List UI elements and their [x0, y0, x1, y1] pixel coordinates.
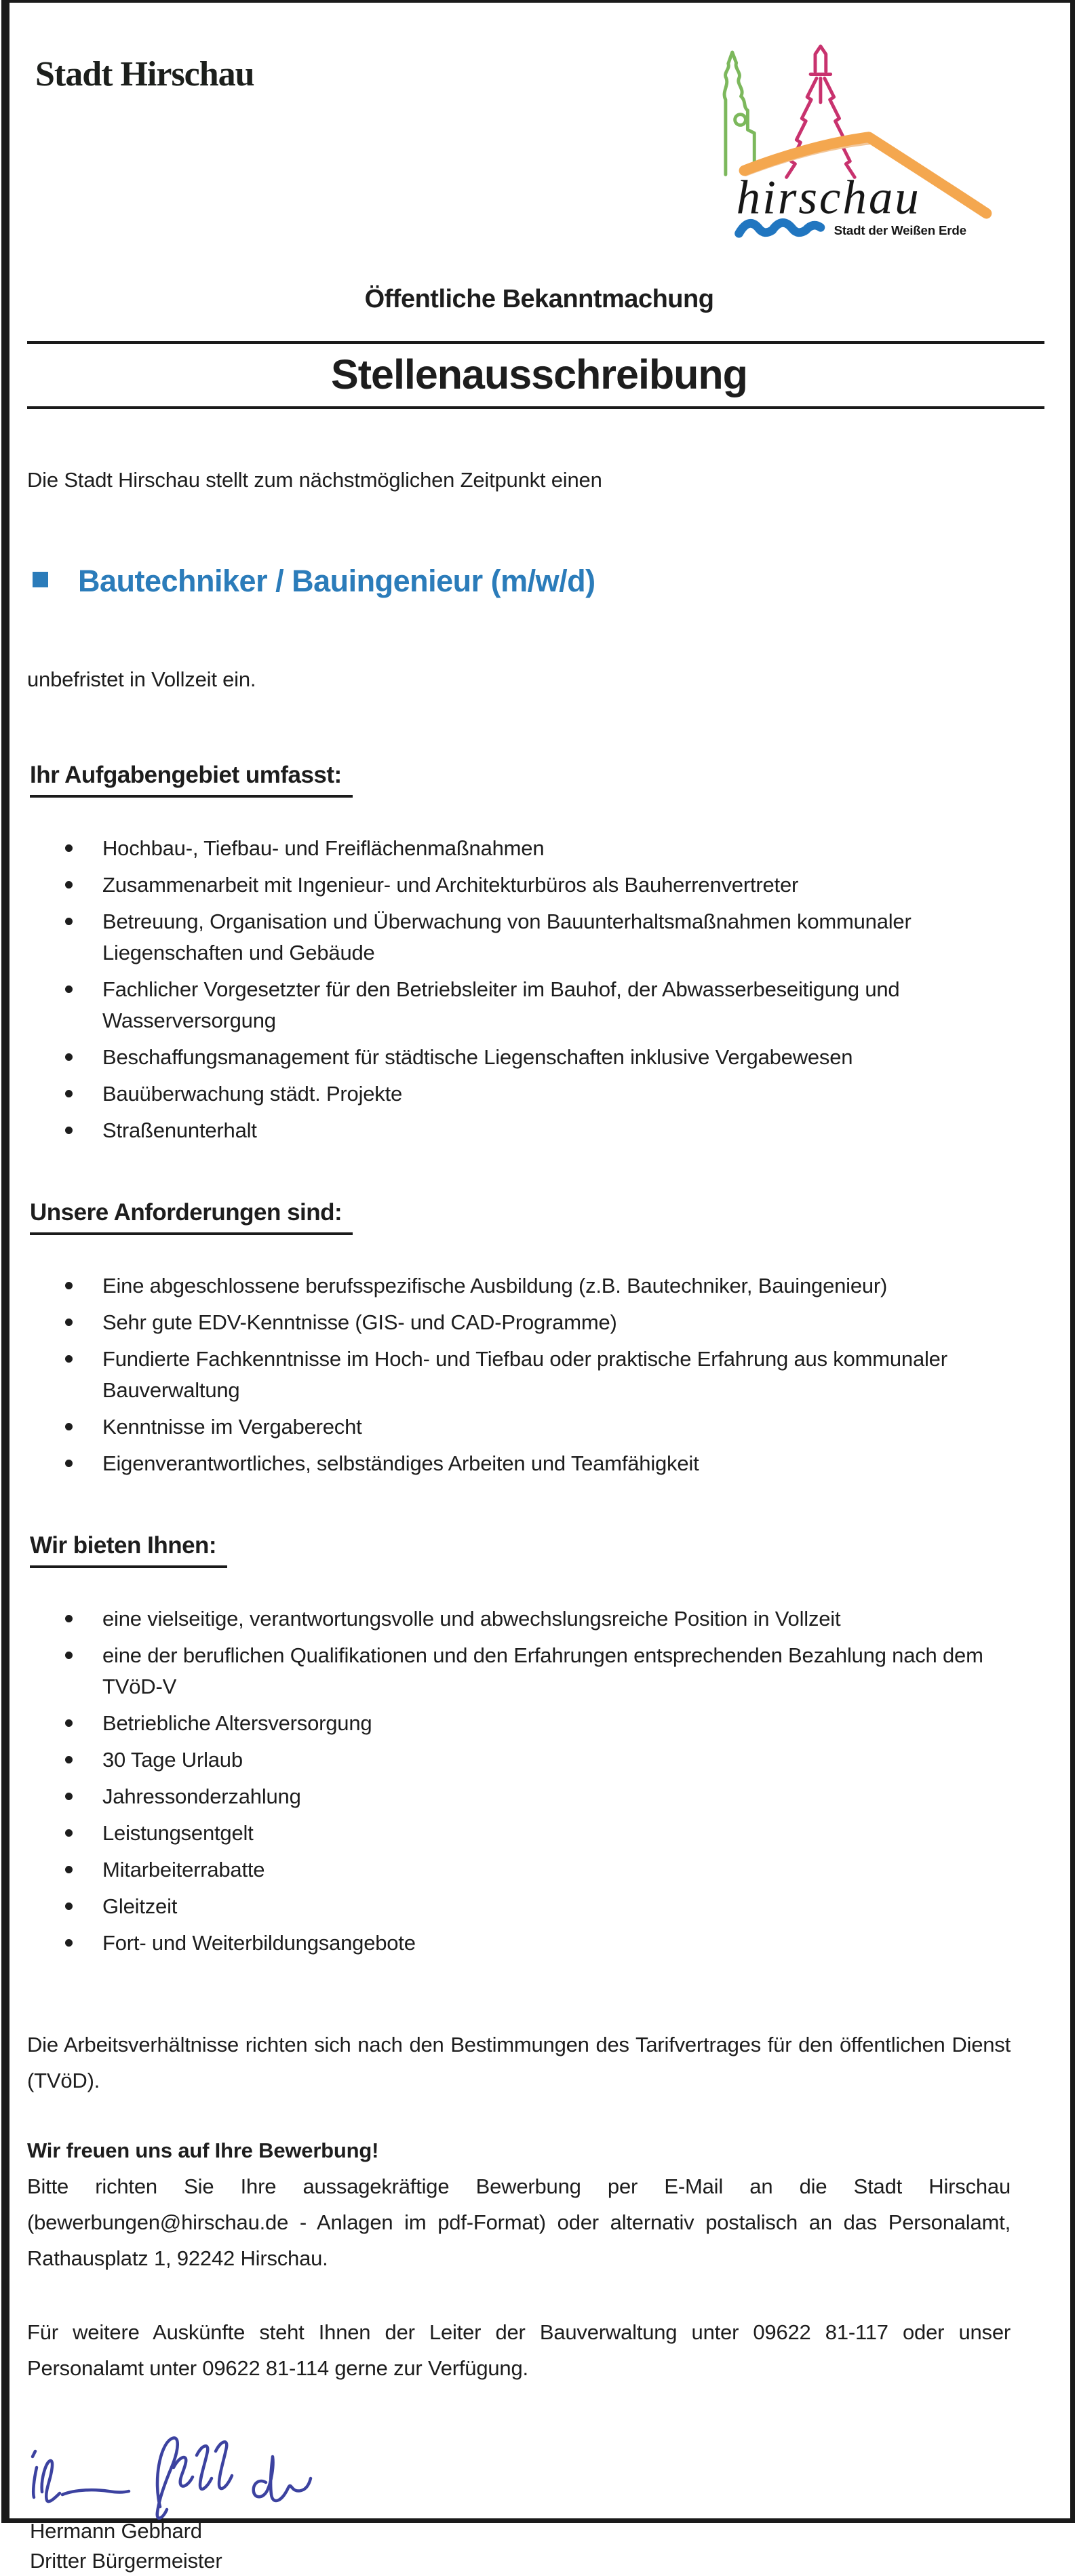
page-content — [9, 3, 1070, 2573]
tariff-note: Die Arbeitsverhältnisse richten sich nach den Bestimmungen des Tarifvertrages für den öffentlichen Dienst (TVöD). — [27, 2033, 1011, 2092]
job-title-row — [27, 564, 1011, 599]
section-heading: Wir bieten Ihnen: — [30, 1532, 227, 1568]
list-item — [27, 870, 1011, 901]
list-item-text: Gleitzeit — [102, 1894, 178, 1918]
list-item-text: Zusammenarbeit mit Ingenieur- und Architekturbüros als Bauherrenvertreter — [102, 873, 799, 897]
list-item — [27, 1344, 1011, 1406]
aufgaben-list — [27, 833, 1011, 1146]
page-title: Stellenausschreibung — [331, 351, 747, 397]
list-item — [27, 1115, 1011, 1146]
list-item-text: Fachlicher Vorgesetzter für den Betriebsleiter im Bauhof, der Abwasserbeseitigung und Wasserversorgung — [102, 977, 900, 1032]
logo-tagline: Stadt der Weißen Erde — [834, 223, 966, 238]
signature-ink-icon — [33, 2438, 311, 2518]
section-heading: Ihr Aufgabengebiet umfasst: — [30, 762, 353, 798]
bullet-icon — [65, 1615, 73, 1622]
list-item-text: eine vielseitige, verantwortungsvolle und abwechslungsreiche Position in Vollzeit — [102, 1607, 841, 1631]
application-note: Bitte richten Sie Ihre aussagekräftige Bewerbung per E-Mail an die Stadt Hirschau (bewerbungen@hirschau.de - Anlagen im pdf-Format) oder alternativ postalisch an das Personalamt, Rathausplatz 1, 92242 Hirschau. — [27, 2174, 1011, 2270]
job-title: Bautechniker / Bauingenieur (m/w/d) — [78, 564, 595, 598]
list-item-text: Beschaffungsmanagement für städtische Liegenschaften inklusive Vergabewesen — [102, 1045, 853, 1069]
divider-bottom — [27, 406, 1044, 409]
bullet-icon — [65, 1793, 73, 1800]
list-item — [27, 906, 1011, 969]
list-item — [27, 974, 1011, 1036]
list-item — [27, 1854, 1011, 1886]
signer-role: Dritter Bürgermeister — [30, 2549, 222, 2573]
bullet-icon — [65, 1756, 73, 1763]
signature — [27, 2425, 319, 2527]
list-item — [27, 1928, 1011, 1959]
job-bullet-icon — [33, 572, 48, 587]
anforderungen-list — [27, 1270, 1011, 1479]
bullet-icon — [65, 1902, 73, 1910]
intro-text: Die Stadt Hirschau stellt zum nächstmöglichen Zeitpunkt einen — [27, 468, 602, 492]
bullet-icon — [65, 1652, 73, 1659]
divider-top — [27, 341, 1044, 344]
list-item — [27, 1411, 1011, 1443]
list-item — [27, 1042, 1011, 1073]
bullet-icon — [65, 1460, 73, 1467]
signer-name: Hermann Gebhard — [30, 2519, 202, 2543]
bullet-icon — [65, 985, 73, 993]
section-aufgabengebiet — [27, 695, 1011, 1146]
list-item — [27, 1270, 1011, 1302]
list-item-text: Eine abgeschlossene berufsspezifische Ausbildung (z.B. Bautechniker, Bauingenieur) — [102, 1274, 888, 1297]
bullet-icon — [65, 1053, 73, 1061]
bullet-icon — [65, 881, 73, 889]
list-item-text: Betreuung, Organisation und Überwachung von Bauunterhaltsmaßnahmen kommunaler Liegenschaften und Gebäude — [102, 910, 912, 964]
list-item — [27, 1744, 1011, 1776]
list-item — [27, 1307, 1011, 1338]
bullet-icon — [65, 1355, 73, 1363]
list-item — [27, 833, 1011, 864]
bullet-icon — [65, 1282, 73, 1289]
bullet-icon — [65, 918, 73, 925]
cta-heading: Wir freuen uns auf Ihre Bewerbung! — [27, 2139, 379, 2162]
list-item-text: Jahressonderzahlung — [102, 1784, 301, 1808]
list-item-text: Fort- und Weiterbildungsangebote — [102, 1931, 416, 1955]
list-item — [27, 1818, 1011, 1849]
list-item-text: Bauüberwachung städt. Projekte — [102, 1082, 403, 1106]
list-item — [27, 1781, 1011, 1812]
logo-wave-icon — [739, 222, 821, 233]
list-item-text: 30 Tage Urlaub — [102, 1748, 243, 1772]
logo-green-tower-icon — [724, 52, 754, 174]
list-item — [27, 1708, 1011, 1739]
bullet-icon — [65, 1127, 73, 1134]
contact-note: Für weitere Auskünfte steht Ihnen der Leiter der Bauverwaltung unter 09622 81-117 oder unser Personalamt unter 09622 81-114 gerne zur Verfügung. — [27, 2320, 1011, 2380]
city-logo — [719, 43, 1006, 248]
bullet-icon — [65, 1719, 73, 1727]
list-item-text: Straßenunterhalt — [102, 1118, 257, 1142]
section-anforderungen — [27, 1152, 1011, 1479]
list-item-text: eine der beruflichen Qualifikationen und den Erfahrungen entsprechenden Bezahlung nach dem TVöD-V — [102, 1643, 983, 1698]
bullet-icon — [65, 1866, 73, 1873]
list-item-text: Sehr gute EDV-Kenntnisse (GIS- und CAD-Programme) — [102, 1310, 617, 1334]
list-item-text: Eigenverantwortliches, selbständiges Arbeiten und Teamfähigkeit — [102, 1451, 699, 1475]
bullet-icon — [65, 844, 73, 852]
section-wir-bieten — [27, 1485, 1011, 1959]
announcement-type: Öffentliche Bekanntmachung — [364, 285, 714, 313]
list-item — [27, 1891, 1011, 1922]
list-item — [27, 1448, 1011, 1479]
list-item — [27, 1603, 1011, 1635]
list-item-text: Hochbau-, Tiefbau- und Freiflächenmaßnahmen — [102, 836, 545, 860]
list-item — [27, 1078, 1011, 1110]
section-heading: Unsere Anforderungen sind: — [30, 1199, 353, 1235]
list-item-text: Leistungsentgelt — [102, 1821, 254, 1845]
bullet-icon — [65, 1090, 73, 1097]
bullet-icon — [65, 1423, 73, 1430]
list-item-text: Mitarbeiterrabatte — [102, 1858, 265, 1881]
benefits-list — [27, 1603, 1011, 1959]
list-item — [27, 1640, 1011, 1702]
org-name: Stadt Hirschau — [35, 55, 254, 94]
logo-wordmark: hirschau — [736, 171, 921, 225]
page-frame — [1, 0, 1075, 2573]
employment-note: unbefristet in Vollzeit ein. — [27, 667, 256, 691]
bullet-icon — [65, 1829, 73, 1837]
bullet-icon — [65, 1319, 73, 1326]
bullet-icon — [65, 1939, 73, 1947]
list-item-text: Kenntnisse im Vergaberecht — [102, 1415, 362, 1439]
header-row — [27, 42, 1011, 248]
list-item-text: Betriebliche Altersversorgung — [102, 1711, 372, 1735]
list-item-text: Fundierte Fachkenntnisse im Hoch- und Tiefbau oder praktische Erfahrung aus kommunaler Bauverwaltung — [102, 1347, 947, 1402]
